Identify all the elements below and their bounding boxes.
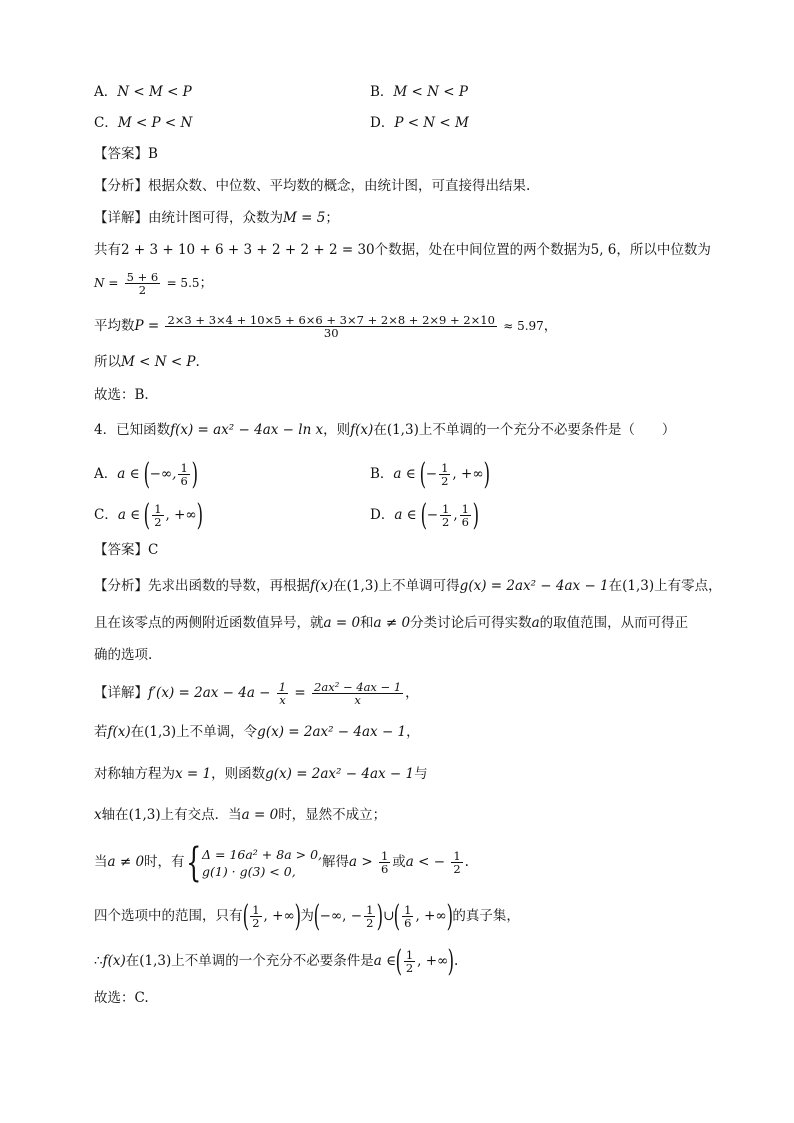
punctuation: ； [199, 275, 214, 291]
inequality-system: Δ = 16a² + 8a > 0, g(1) · g(3) < 0, [202, 846, 322, 879]
q4-option-a: A．a ∈ (−∞, $\frac{1}{6}$ ) [94, 456, 198, 492]
option-fraction: $\frac{1}{6}$ [180, 461, 188, 488]
q4-answer-line [94, 540, 158, 560]
median-rhs: = 5.5 [166, 276, 200, 290]
q4-detail-line-2: 若f(x)在(1,3)上不单调，令g(x) = 2ax² − 4ax − 1， [94, 724, 420, 740]
detail-text: 所以 [94, 354, 121, 370]
q4-analysis-line-1: 【分析】先求出函数的导数，再根据f(x)在(1,3)上不单调可得g(x) = 2ax² − 4ax − 1在(1,3)上有零点， [94, 578, 722, 594]
median-lhs: N = [94, 276, 119, 290]
option-letter: D． [370, 115, 395, 131]
option-expression: M < N < P [393, 84, 468, 100]
answer-value: C [148, 542, 159, 558]
option-c [94, 113, 192, 133]
mean-label: 平均数 [94, 318, 135, 334]
stem-text: 在 [373, 422, 387, 438]
derivative-fraction: $\frac{\text{2ax² − 4ax − 1}}{x}$ [314, 680, 402, 707]
detail-text: 由统计图可得，众数为 [148, 210, 283, 226]
option-expression: N < M < P [117, 84, 192, 100]
option-expression: M < P < N [117, 115, 193, 131]
option-letter: C． [94, 507, 118, 523]
answer-tag: 【答案】 [94, 146, 148, 162]
option-fraction: $\frac{1}{2}$ [441, 461, 449, 488]
q4-option-d: D．a ∈ (− $\frac{1}{2}$ , $\frac{1}{6}$ ) [370, 497, 480, 533]
option-prefix: a ∈ [117, 466, 140, 482]
option-letter: B． [370, 466, 394, 482]
stem-text: 上不单调的一个充分不必要条件是（ ） [418, 422, 676, 438]
punctuation: ， [543, 318, 558, 334]
mean-rhs: ≈ 5.97 [503, 319, 544, 333]
question-4-stem [94, 420, 675, 440]
detail-tag: 【详解】 [94, 685, 148, 701]
analysis-tag: 【分析】 [94, 178, 148, 194]
q4-option-b: B．a ∈ (− $\frac{1}{2}$ , +∞) [370, 456, 490, 492]
stem-text: 已知函数 [116, 422, 171, 438]
detail-line-1 [94, 208, 339, 228]
q4-analysis-line-2: 且在该零点的两侧附近函数值异号，就a = 0和a ≠ 0分类讨论后可得实数a的取值范围，从而可得正 [94, 615, 689, 631]
detail-text: 个数据，处在中间位置的两个数据为 [374, 242, 591, 258]
left-brace: { [185, 839, 201, 886]
answer-value: B [148, 146, 158, 162]
detail-text: 共有 [94, 242, 121, 258]
mode-expression: M = 5 [283, 210, 326, 226]
option-prefix: a ∈ [394, 507, 417, 523]
analysis-tag: 【分析】 [94, 578, 148, 594]
option-letter: A． [94, 84, 118, 100]
conclusion-expression: M < N < P [121, 354, 196, 370]
choose-line [94, 385, 149, 405]
option-prefix: a ∈ [393, 466, 416, 482]
stem-text: ，则 [323, 422, 351, 438]
q4-analysis-line-3: 确的选项. [94, 647, 153, 663]
derivative-lhs: f′(x) = 2ax − 4a − [148, 685, 271, 701]
option-fraction-2: $\frac{1}{6}$ [461, 502, 469, 529]
option-d [370, 113, 469, 133]
option-b [370, 82, 468, 102]
median-line [94, 268, 213, 298]
interval: (1,3) [386, 422, 419, 438]
choose-text: 故选：C. [94, 990, 149, 1006]
analysis-line [94, 176, 530, 196]
detail-tag: 【详解】 [94, 210, 148, 226]
analysis-text: 根据众数、中位数、平均数的概念，由统计图，可直接得出结果. [148, 178, 531, 194]
median-fraction: $\frac{5 + 6}{2}$ [126, 270, 159, 297]
q4-detail-conclusion: ∴f(x)在(1,3)上不单调的一个充分不必要条件是a ∈( $\frac{1}{2}$ , +∞). [94, 943, 459, 979]
mean-fraction: $\frac{2\times 3 + 3\times 4 + 10\times 5 + 6\times 6 + 3\times 7 + 2\times 8 + 2\times 9 + 2\times 10}{30}$ [167, 313, 495, 340]
detail-text: ，所以中位数为 [616, 242, 711, 258]
q4-detail-subset: 四个选项中的范围，只有( $\frac{1}{2}$ , +∞)为(−∞, − $\frac{1}{2}$ )∪( $\frac{1}{6}$ , +∞)的真子集， [94, 898, 520, 934]
function-name: f(x) [350, 422, 374, 438]
detail-line-2 [94, 240, 711, 260]
middle-values: 5, 6 [590, 242, 617, 258]
option-a [94, 82, 192, 102]
mean-line [94, 310, 557, 342]
punctuation: ； [325, 210, 339, 226]
mean-lhs: P = [134, 318, 160, 334]
option-letter: B． [370, 84, 394, 100]
choose-text: 故选：B. [94, 387, 149, 403]
conclusion-line [94, 352, 200, 372]
option-fraction: $\frac{1}{2}$ [154, 502, 162, 529]
option-fraction: $\frac{1}{2}$ [442, 502, 450, 529]
option-letter: D． [370, 507, 395, 523]
answer-tag: 【答案】 [94, 542, 148, 558]
answer-line [94, 144, 158, 164]
question-number: 4． [94, 422, 117, 438]
option-prefix: a ∈ [117, 507, 141, 523]
q4-detail-system: 当a ≠ 0时，有{ Δ = 16a² + 8a > 0, g(1) · g(3) < 0, 解得a > $\frac{1}{6}$ 或a < − $\frac{1}{2}$ . [94, 839, 469, 886]
option-letter: C． [94, 115, 118, 131]
q4-detail-line-3: 对称轴方程为x = 1，则函数g(x) = 2ax² − 4ax − 1与 [94, 766, 428, 782]
option-expression: P < N < M [394, 115, 469, 131]
option-letter: A． [94, 466, 118, 482]
q4-choose-line [94, 988, 149, 1008]
q4-detail-line-4: x轴在(1,3)上有交点．当a = 0时，显然不成立； [94, 807, 387, 823]
function-expression: f(x) = ax² − 4ax − ln x [170, 422, 324, 438]
sum-expression: 2 + 3 + 10 + 6 + 3 + 2 + 2 + 2 = 30 [121, 242, 375, 258]
q4-option-c: C．a ∈ ( $\frac{1}{2}$ , +∞) [94, 497, 203, 533]
punctuation: . [195, 354, 200, 370]
q4-detail-derivative: 【详解】f′(x) = 2ax − 4a − $\frac{1}{x}$ = $\frac{\text{2ax² − 4ax − 1}}{x}$ ， [94, 680, 419, 707]
